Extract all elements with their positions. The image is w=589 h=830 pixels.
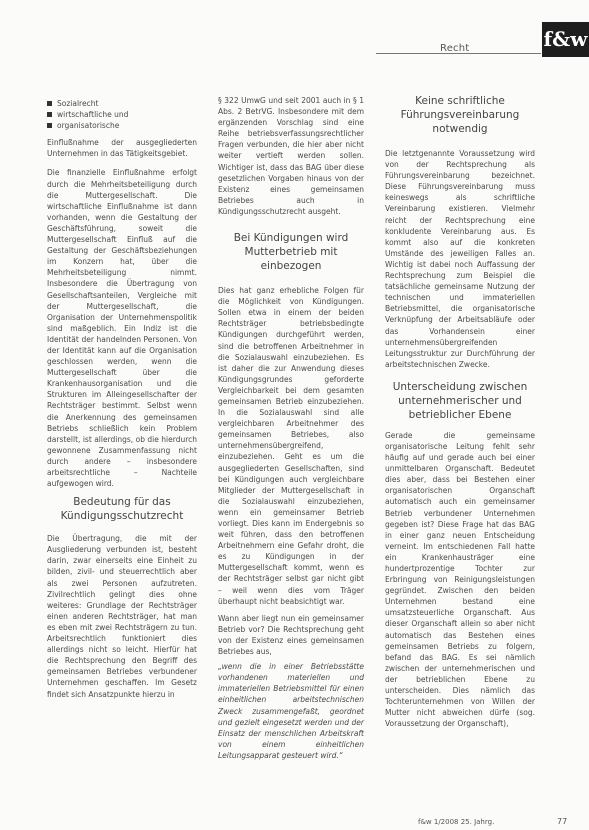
section-heading: Keine schriftliche Führungsvereinbarung notwendig — [400, 95, 520, 135]
text-column-2 — [218, 95, 364, 765]
section-heading: Unterscheidung zwischen unternehmerischer und betrieblicher Ebene — [392, 380, 528, 421]
list-item: Sozialrecht — [47, 98, 197, 109]
paragraph: Gerade die gemeinsame organisatorische Leitung fehlt sehr häufig auf und gerade auch bei einer unmittelbaren Organschaft. Bedeutet dies aber, dass bei Bestehen einer organisatorischen Organschaft automatisch auch ein gemeinsamer Betrieb verbundener Unternehmen gegeben ist? Diese Frage hat das BAG in einer ganz neuen Entscheidung verneint. Im entschiedenen Fall hatte ein Krankenhausträger eine hundertprozentige Tochter zur Erbringung von Reinigungsleistungen gegründet. Zwischen den beiden Unternehmen bestand eine umsatzsteuerliche Organschaft. Aus dieser Organschaft allein so aber nicht automatisch das Bestehen eines gemeinsamen Betriebs zu folgern, befand das BAG. Es sei nämlich zwischen der unternehmerischen und der betrieblichen Ebene zu unterscheiden. Dies nämlich das Tochterunternehmen von Willen der Mutter nicht abweichen dürfe (sog. Voraussetzung der Organschaft), — [385, 430, 535, 729]
magazine-logo: f&w — [542, 22, 589, 57]
paragraph: Einflußnahme der ausgegliederten Unternehmen in das Tätigkeitsgebiet. — [47, 138, 197, 159]
text-column-1 — [47, 98, 197, 704]
paragraph: Wann aber liegt nun ein gemeinsamer Betrieb vor? Die Rechtsprechung geht von der Existenz eines gemeinsamen Betriebes aus, — [218, 613, 364, 657]
section-heading: Bei Kündigungen wird Mutterbetrieb mit einbezogen — [233, 232, 349, 273]
paragraph: Die Übertragung, die mit der Ausgliederung verbunden ist, besteht darin, zwar einerseits eine Einheit zu bilden, zivil- und steuerrechtlich aber als zwei Personen aufzutreten. Zivilrechtlich gelingt dies ohne weiteres: Grundlage der Rechtsträger einen anderen Rechtsträger, hat man es eben mit zwei Rechtsträgern zu tun. Arbeitsrechtlich funktioniert dies allerdings nicht so leicht. Hierfür hat die Rechtsprechung den Begriff des gemeinsamen Betriebes verbundener Unternehmen geschaffen. Im Gesetz findet sich Ansatzpunkte hierzu in — [47, 534, 197, 699]
paragraph: § 322 UmwG und seit 2001 auch in § 1 Abs. 2 BetrVG. Insbesondere mit dem ergänzenden Vorschlag sind eine Reihe betriebsverfassungsrechtlicher Fragen verbunden, die hier aber nicht weiter vertieft werden sollen. Wichtiger ist, dass das BAG über diese gesetzlichen Vorgaben hinaus von der Existenz eines gemeinsamen Betriebes auch in Kündigungsschutzrecht ausgeht. — [218, 96, 364, 216]
paragraph: Die finanzielle Einflußnahme erfolgt durch die Mehrheitsbeteiligung durch die Muttergesellschaft. Die wirtschaftliche Einflußnahme ist dann vorhanden, wenn die Gestaltung der Geschäftsführung, soweit die Muttergesellschaft Einfluß auf die Gestaltung der Geschäftsbeziehungen im Konzern hat, über die Mehrheitsbeteiligung nimmt. Insbesondere die Übertragung von Gesellschaftsanteilen, Vergleiche mit der Muttergesellschaft, die Organisation der Unternehmenspolitik sind maßgeblich. Ein Indiz ist die Identität der handelnden Personen. Von der Identität kann auf die Organisation geschlossen werden, wenn die Muttergesellschaft über die Krankenhausorganisation und die Strukturen im Alleingesellschafter der Rechtsträger bestimmt. Selbst wenn die Anerkennung des gemeinsamen Betriebs schließlich kein Problem darstellt, ist allerdings, ob die hierdurch gewonnene Zusammenfassung nicht durch andere – insbesondere arbeitsrechtliche – Nachteile aufgewogen wird. — [47, 168, 197, 489]
list-item: organisatorische — [47, 120, 197, 131]
paragraph: Die letztgenannte Voraussetzung wird von der Rechtsprechung als Führungsvereinbarung bezeichnet. Diese Führungsvereinbarung muss keineswegs als schriftliche Vereinbarung existieren. Vielmehr reicht der Rechtsprechung eine konkludente Vereinbarung aus. Es kommt also auf die konkreten Umstände des jeweiligen Falles an. Wichtig ist dabei noch Auffassung der Rechtsprechung zum Beispiel die tatsächliche gemeinsame Nutzung der technischen und immateriellen Betriebsmittel, die organisatorische Verknüpfung der Arbeitsabläufe oder das Vorhandensein einer unternehmensübergreifenden Leitungsstruktur zur Durchführung der arbeitstechnischen Zwecke. — [385, 149, 535, 369]
list-item: wirtschaftliche und — [47, 109, 197, 120]
paragraph: Dies hat ganz erhebliche Folgen für die Möglichkeit von Kündigungen. Sollen etwa in einem der beiden Rechtsträger betriebsbedingte Kündigungen durchgeführt werden, sind die betroffenen Arbeitnehmer in die Sozialauswahl einzubeziehen. Es ist daher die zur Anwendung dieses Kündigungsgrundes geforderte Vergleichbarkeit bei dem gesamten gemeinsamen Betrieb einzubeziehen. In die Sozialauswahl sind alle vergleichbaren Arbeitnehmer des gemeinsamen Betriebes, also unternehmensübergreifend, einzubeziehen. Geht es um die ausgegliederten Gesellschaften, sind bei Kündigungen auch vergleichbare Mitglieder der Muttergesellschaft in die Sozialauswahl einzubeziehen, wenn ein gemeinsamer Betrieb vorliegt. Dies kann im Endergebnis so weit führen, dass den betroffenen Arbeitnehmern eine Gefahr droht, die es zu Kündigungen in der Muttergesellschaft kommt, wenn es der Rechtsträger selbst gar nicht gibt – weil wenn dies vom Träger überhaupt nicht beabsichtigt war. — [218, 286, 364, 606]
section-heading: Bedeutung für das Kündigungsschutzrecht — [60, 496, 184, 523]
page-number: 77 — [557, 817, 568, 826]
section-label: Recht — [440, 43, 470, 54]
quote-paragraph: „wenn die in einer Betriebsstätte vorhandenen materiellen und immateriellen Betriebsmittel für einen einheitlichen arbeitstechnischen Zweck zusammengefaßt, geordnet und gezielt eingesetzt werden und der Einsatz der menschlichen Arbeitskraft von einem einheitlichen Leitungsapparat gesteuert wird.“ — [218, 662, 364, 760]
issue-footer: f&w 1/2008 25. Jahrg. — [418, 818, 495, 826]
text-column-3 — [385, 94, 535, 733]
bullet-list — [47, 98, 197, 131]
